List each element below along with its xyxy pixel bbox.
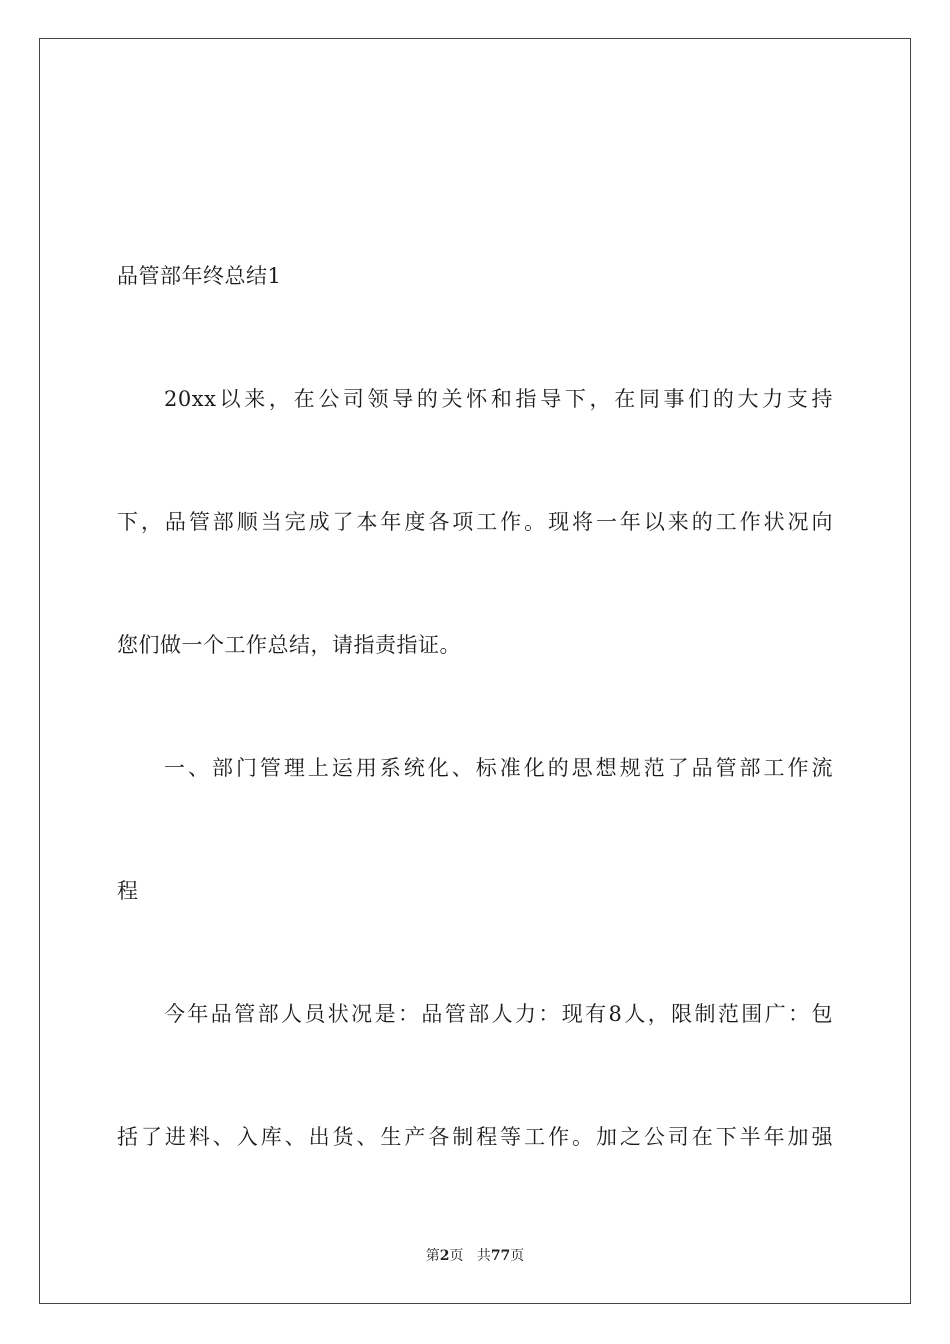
page-prefix: 第 bbox=[425, 1248, 440, 1264]
page-number: 2 bbox=[439, 1248, 450, 1264]
section-heading-line-1: 一、部门管理上运用系统化、标准化的思想规范了品管部工作流 bbox=[164, 756, 833, 780]
total-pages: 77 bbox=[490, 1248, 511, 1264]
paragraph-line-4: 今年品管部人员状况是：品管部人力：现有8人，限制范围广：包 bbox=[164, 1002, 833, 1026]
total-prefix: 共 bbox=[476, 1248, 491, 1264]
total-suffix: 页 bbox=[510, 1248, 525, 1264]
section-heading-line-2: 程 bbox=[117, 879, 139, 903]
page-suffix: 页 bbox=[449, 1248, 464, 1264]
paragraph-line-3: 您们做一个工作总结，请指责指证。 bbox=[117, 633, 461, 657]
paragraph-line-1: 20xx以来，在公司领导的关怀和指导下，在同事们的大力支持 bbox=[164, 387, 833, 411]
page-border bbox=[39, 38, 911, 1304]
page-footer bbox=[0, 1247, 950, 1265]
document-title: 品管部年终总结1 bbox=[117, 264, 282, 288]
paragraph-line-5: 括了进料、入库、出货、生产各制程等工作。加之公司在下半年加强 bbox=[117, 1125, 833, 1149]
paragraph-line-2: 下，品管部顺当完成了本年度各项工作。现将一年以来的工作状况向 bbox=[117, 510, 833, 534]
